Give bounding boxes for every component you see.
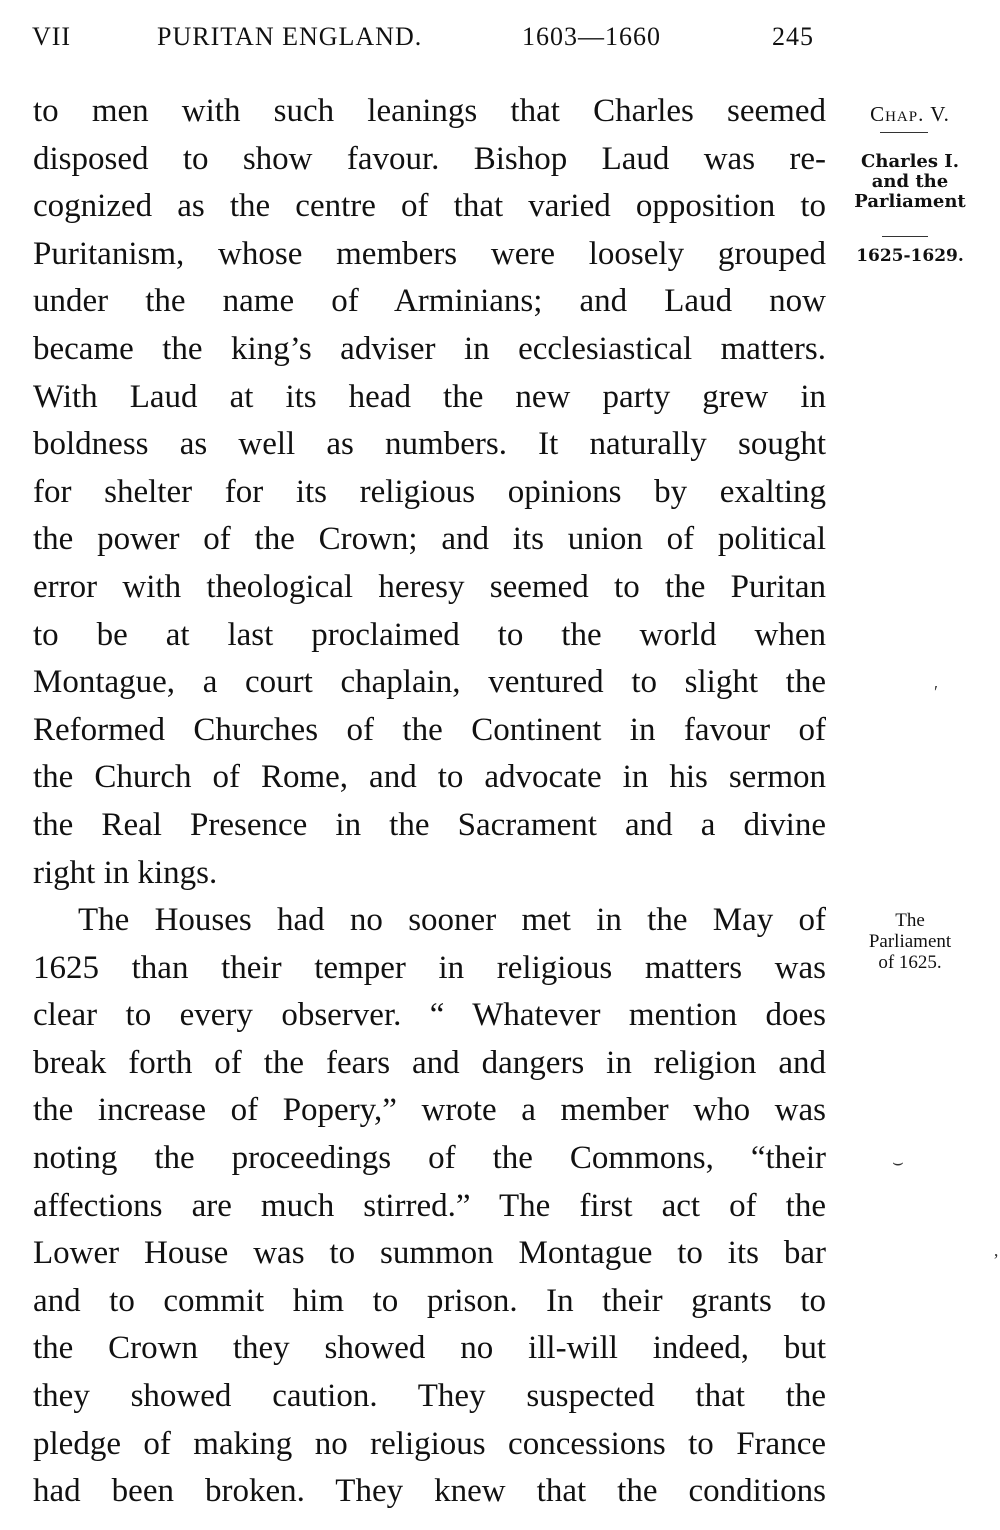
paragraph-end-line: right in kings. bbox=[33, 854, 218, 891]
text-line: cognized as the centre of that varied opposition to bbox=[33, 188, 826, 225]
text-line: Lower House was to summon Montague to its bar bbox=[33, 1235, 826, 1272]
margin-years-label: 1625-1629. bbox=[856, 246, 964, 266]
text-line: Reformed Churches of the Continent in favour of bbox=[33, 711, 826, 748]
margin-rule bbox=[880, 132, 928, 133]
margin-section-line: and the bbox=[871, 171, 949, 192]
text-line: With Laud at its head the new party grew in bbox=[33, 378, 826, 415]
margin-rule bbox=[882, 236, 928, 237]
text-line: error with theological heresy seemed to the Puritan bbox=[33, 568, 826, 605]
text-line: under the name of Arminians; and Laud now bbox=[33, 283, 826, 320]
text-line: boldness as well as numbers. It naturally sought bbox=[33, 426, 826, 463]
text-line: noting the proceedings of the Commons, “their bbox=[33, 1140, 826, 1177]
text-line: Montague, a court chaplain, ventured to slight the bbox=[33, 664, 826, 701]
text-line: they showed caution. They suspected that the bbox=[33, 1378, 826, 1415]
margin-section-note bbox=[835, 152, 985, 212]
text-line: the power of the Crown; and its union of political bbox=[33, 521, 826, 558]
text-line: the increase of Popery,” wrote a member who was bbox=[33, 1092, 826, 1129]
ink-speck: ′ bbox=[934, 682, 938, 702]
margin-section-line: Charles I. bbox=[861, 151, 959, 172]
text-line: affections are much stirred.” The first act of the bbox=[33, 1187, 826, 1224]
text-line: for shelter for its religious opinions by exalting bbox=[33, 473, 826, 510]
body-text bbox=[33, 88, 826, 1516]
page-number: 245 bbox=[772, 22, 814, 51]
margin-parliament-line: Parliament bbox=[868, 931, 952, 952]
text-line: the Church of Rome, and to advocate in his sermon bbox=[33, 759, 826, 796]
margin-section-line: Parliament bbox=[854, 191, 966, 212]
text-line: the Crown they showed no ill-will indeed, but bbox=[33, 1330, 826, 1367]
text-line: became the king’s adviser in ecclesiastical matters. bbox=[33, 330, 826, 367]
text-line: disposed to show favour. Bishop Laud was re- bbox=[33, 140, 826, 177]
text-line: clear to every observer. “ Whatever mention does bbox=[33, 997, 826, 1034]
text-line: break forth of the fears and dangers in religion and bbox=[33, 1044, 826, 1081]
text-line: pledge of making no religious concessions to France bbox=[33, 1425, 826, 1462]
margin-parliament-note bbox=[835, 910, 985, 973]
ink-speck: ʼ bbox=[993, 1250, 999, 1270]
margin-parliament-line: The bbox=[895, 910, 925, 931]
text-line: to be at last proclaimed to the world when bbox=[33, 616, 826, 653]
paragraph-start-line: The Houses had no sooner met in the May of bbox=[78, 902, 826, 939]
ink-speck: ⌣ bbox=[892, 1152, 904, 1172]
header-chapter-number: VII bbox=[32, 22, 72, 51]
text-line: and to commit him to prison. In their grants to bbox=[33, 1282, 826, 1319]
margin-parliament-line: of 1625. bbox=[878, 952, 942, 973]
text-line: Puritanism, whose members were loosely grouped bbox=[33, 235, 826, 272]
text-line: to men with such leanings that Charles seemed bbox=[33, 93, 826, 129]
margin-chapter-label: Chap. V. bbox=[870, 102, 950, 126]
text-line: had been broken. They knew that the conditions bbox=[33, 1473, 826, 1510]
running-header bbox=[32, 22, 832, 58]
text-line: the Real Presence in the Sacrament and a divine bbox=[33, 806, 826, 843]
header-book-title: PURITAN ENGLAND. bbox=[157, 22, 423, 51]
header-date-range: 1603—1660 bbox=[522, 22, 661, 51]
text-line: 1625 than their temper in religious matters was bbox=[33, 949, 826, 986]
